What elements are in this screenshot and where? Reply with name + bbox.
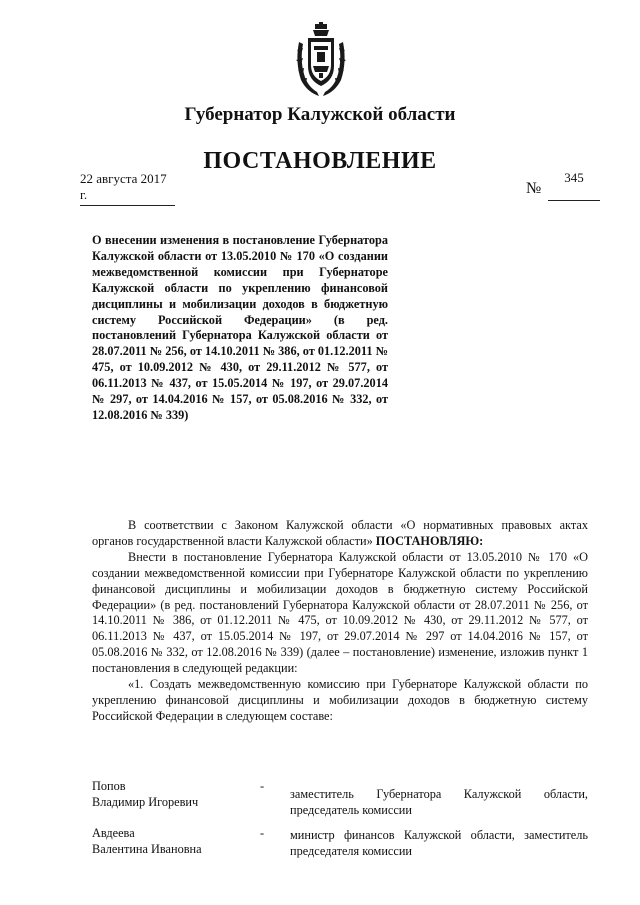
document-heading: О внесении изменения в постановление Губернатора Калужской области от 13.05.2010 № 170 «О создании межведомственной комиссии при Губернаторе Калужской области по укреплению финансовой дисциплины и мобилизации доходов в бюджетную систему Российской Федерации» (в ред. постановлений Губернатора Калужской области от 28.07.2011 № 256, от 14.10.2011 № 386, от 01.12.2011 № 475, от 10.09.2012 № 430, от 29.11.2012 № 577, от 06.11.2013 № 437, от 15.05.2014 № 197, от 29.07.2014 № 297, от 14.04.2016 № 157, от 05.08.2016 № 332, от 12.08.2016 № 339) xyxy=(92,233,388,422)
document-body xyxy=(92,518,588,725)
amendment-paragraph: Внести в постановление Губернатора Калужской области от 13.05.2010 № 170 «О создании межведомственной комиссии при Губернаторе Калужской области по укреплению финансовой дисциплины и мобилизации доходов в бюджетную систему Российской Федерации» (в ред. постановлений Губернатора Калужской области от 28.07.2011 № 256, от 14.10.2011 № 386, от 01.12.2011 № 475, от 10.09.2012 № 430, от 29.11.2012 № 577, от 06.11.2013 № 437, от 15.05.2014 № 197, от 29.07.2014 № 297 от 14.04.2016 № 157, от 05.08.2016 № 332, от 12.08.2016 № 339) (далее – постановление) изменение, изложив пункт 1 постановления в следующей редакции: xyxy=(92,549,588,676)
document-number: 345 xyxy=(548,170,600,201)
member-given-name: Владимир Игоревич xyxy=(92,794,199,809)
coat-of-arms-emblem xyxy=(295,22,347,98)
preamble-text: В соответствии с Законом Калужской области «О нормативных правовых актах органов государственной власти Калужской области» xyxy=(92,518,588,548)
member-name xyxy=(92,779,252,811)
member-given-name: Валентина Ивановна xyxy=(92,841,202,856)
number-label: № xyxy=(526,180,542,197)
preamble-paragraph xyxy=(92,518,588,550)
member-surname: Авдеева xyxy=(92,826,135,840)
issuer-title: Губернатор Калужской области xyxy=(184,104,456,125)
member-surname: Попов xyxy=(92,779,126,793)
decree-keyword: ПОСТАНОВЛЯЮ: xyxy=(375,533,484,548)
member-name xyxy=(92,826,252,858)
member-dash: - xyxy=(260,826,265,840)
document-date: 22 августа 2017 г. xyxy=(80,171,175,206)
member-dash: - xyxy=(260,779,265,793)
member-role: министр финансов Калужской области, заместитель председателя комиссии xyxy=(290,828,588,858)
commission-paragraph: «1. Создать межведомственную комиссию при Губернаторе Калужской области по укреплению финансовой дисциплины и мобилизации доходов в бюджетную систему Российской Федерации в следующем составе: xyxy=(92,677,588,723)
document-type-title: ПОСТАНОВЛЕНИЕ xyxy=(203,148,437,174)
member-role: заместитель Губернатора Калужской области, председатель комиссии xyxy=(290,787,588,817)
